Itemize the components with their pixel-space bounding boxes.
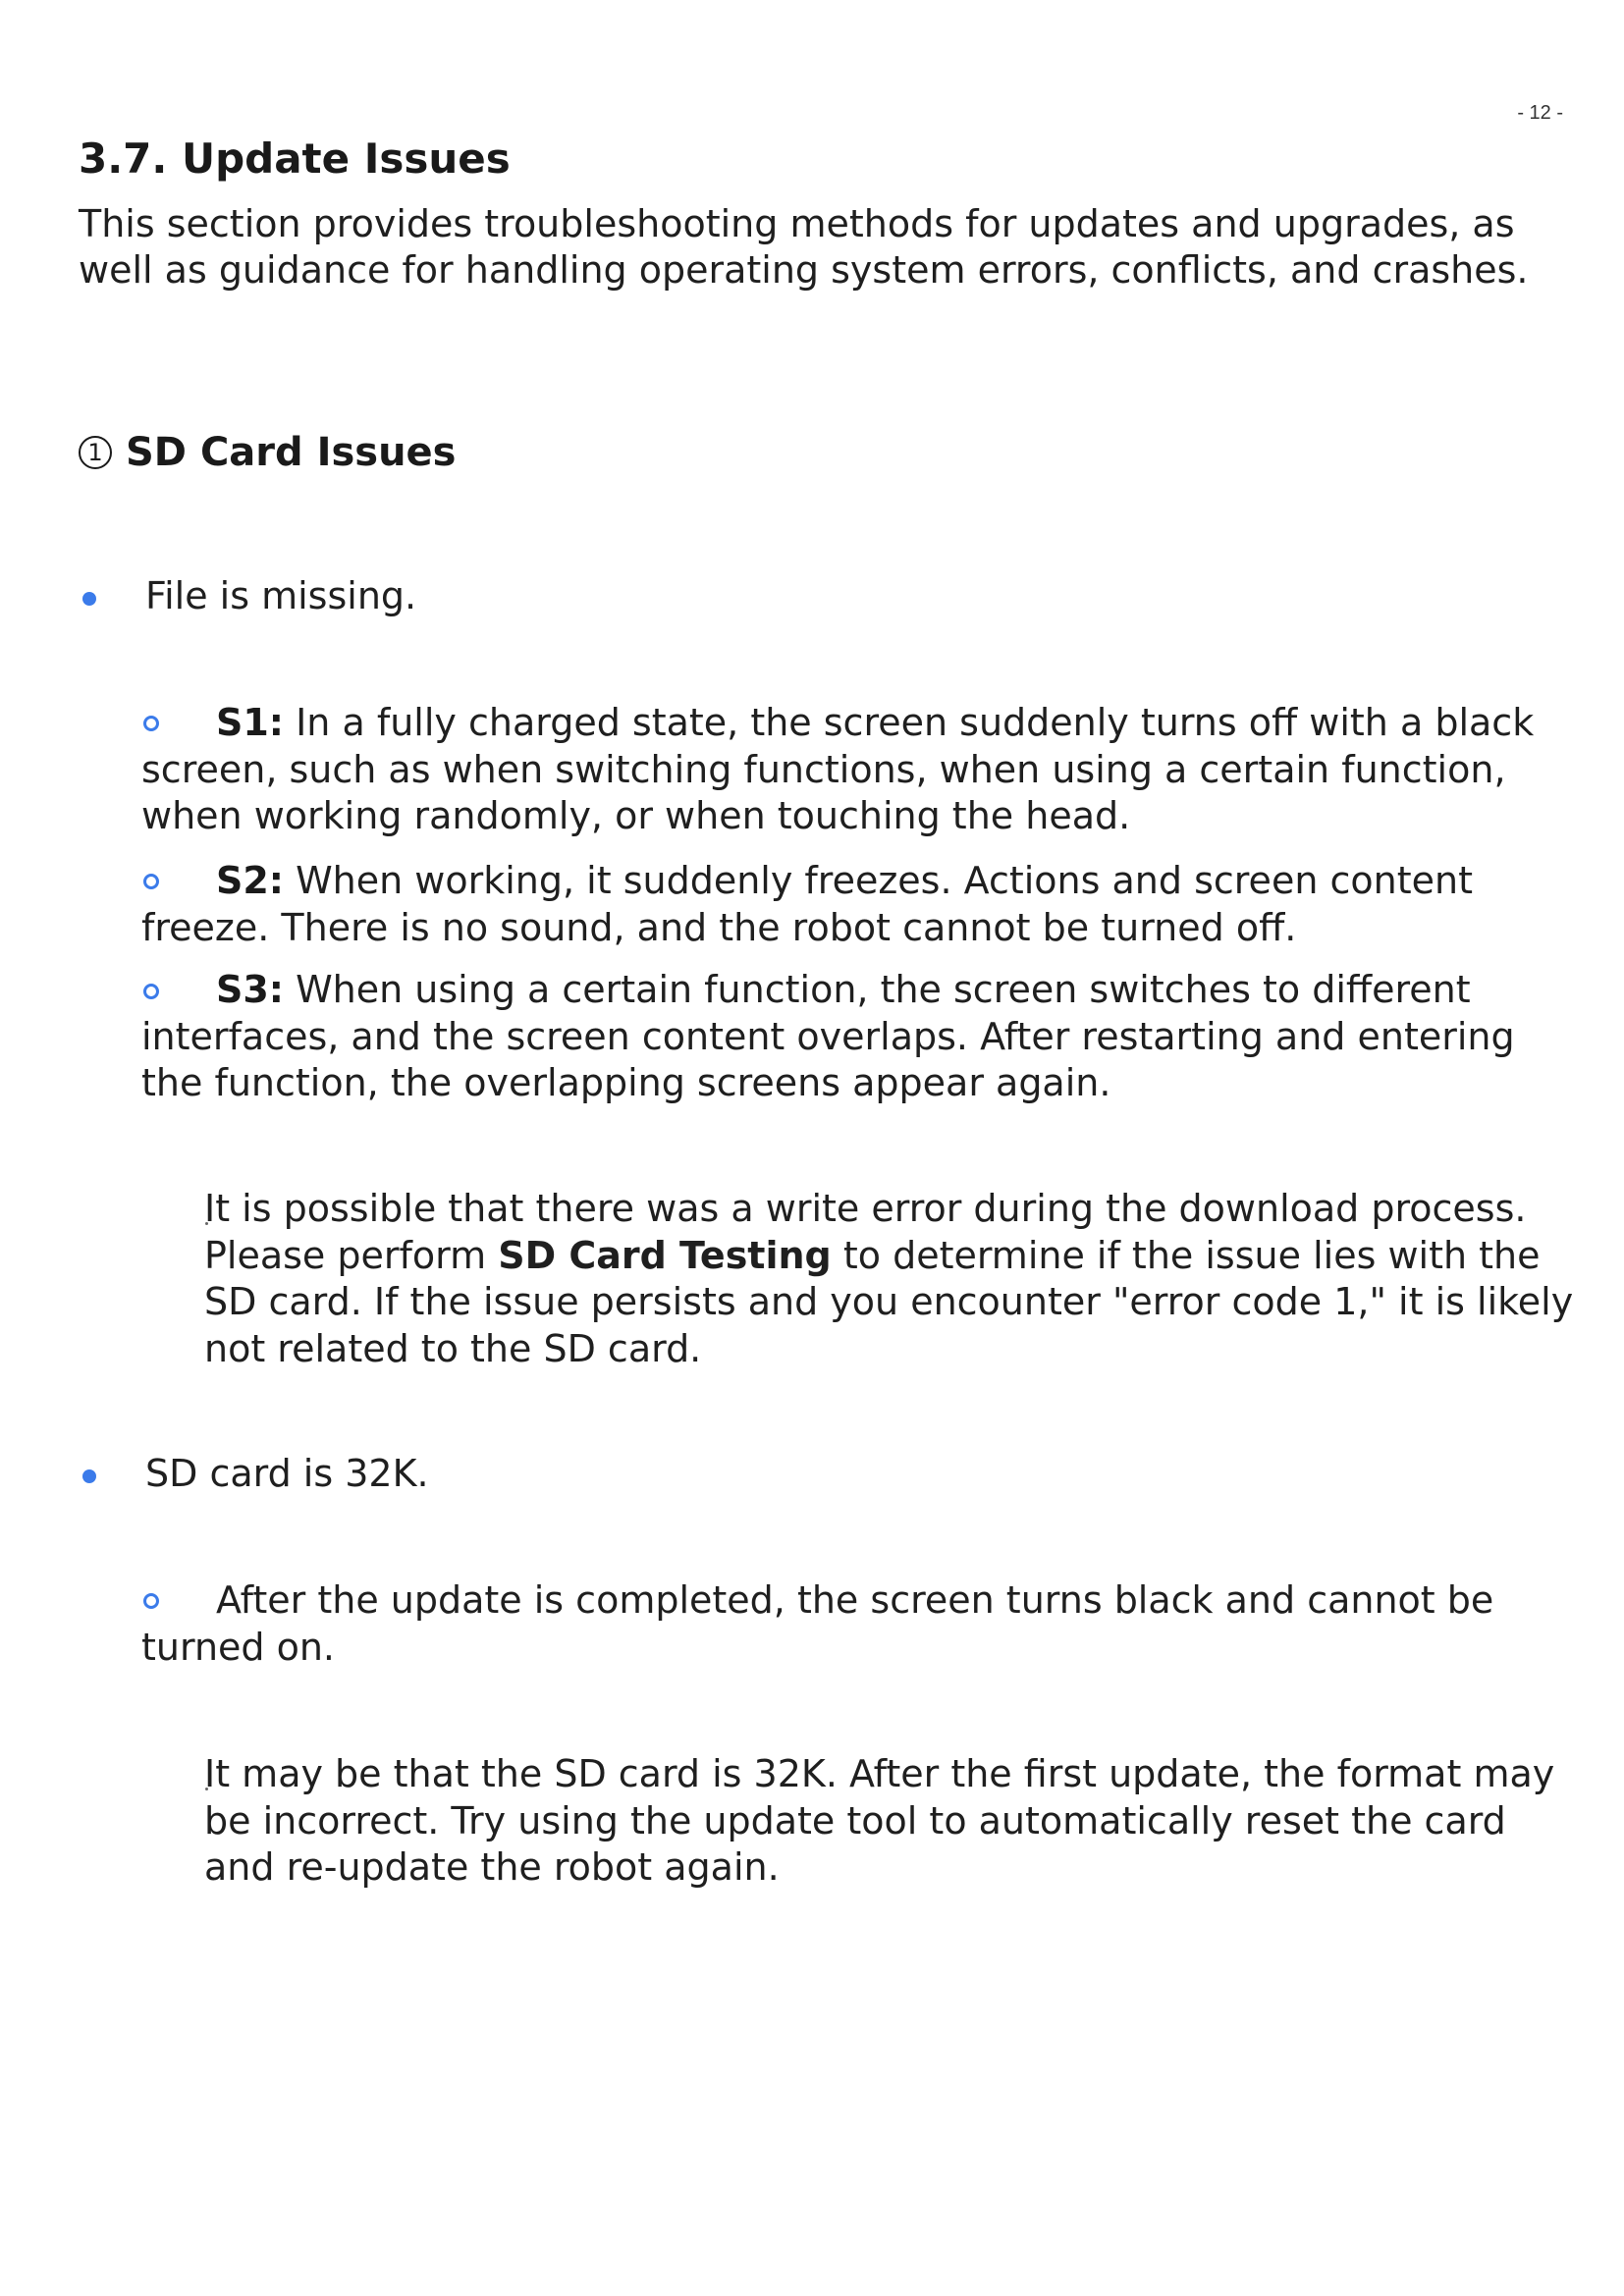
subsection-title-text: SD Card Issues [126, 430, 457, 475]
section-intro: This section provides troubleshooting methods for updates and upgrades, as well as guidance for handling operating system errors, conflicts, and crashes. [79, 202, 1529, 292]
note-file-missing-bold: SD Card Testing [498, 1233, 832, 1277]
bullet-dot-icon [82, 592, 96, 606]
symptom-s3-label: S3: [216, 968, 285, 1011]
symptom-s2 [141, 858, 1555, 951]
circled-number-icon: 1 [79, 436, 112, 469]
symptom-s1 [141, 700, 1555, 840]
note-file-missing-after: to determine if the issue lies with the SD card. If the issue persists and you encounter "error code 1," it is likely not related to the SD card. [204, 1233, 1574, 1370]
symptom-s3-text: When using a certain function, the screen switches to different interfaces, and the screen content overlaps. After restarting and entering the function, the overlapping screens appear again. [141, 968, 1515, 1104]
symptom-s2-label: S2: [216, 859, 285, 902]
symptom-s1-label: S1: [216, 701, 285, 744]
symptom-s1-text: In a fully charged state, the screen suddenly turns off with a black screen, such as when switching functions, when using a certain function, when working randomly, or when touching the head. [141, 701, 1535, 837]
issue-bullet-sd-32k: SD card is 32K. [145, 1452, 429, 1495]
note-sd-32k: It may be that the SD card is 32K. After the first update, the format may be incorrect. Try using the update tool to automatically reset the card and re-update the robot again. [204, 1752, 1555, 1889]
subsection-title [79, 428, 456, 477]
page-number: - 12 - [1517, 102, 1563, 124]
symptom-sd-32k: After the update is completed, the screen turns black and cannot be turned on. [141, 1578, 1494, 1669]
note-file-missing [204, 1186, 1579, 1372]
symptom-s3 [141, 967, 1555, 1107]
issue-bullet-file-missing: File is missing. [145, 574, 417, 617]
note-file-missing-before: It is possible that there was a write error during the download process. Please perform [204, 1187, 1527, 1277]
bullet-dot-icon [82, 1469, 96, 1483]
section-title: 3.7. Update Issues [79, 134, 511, 183]
symptom-s2-text: When working, it suddenly freezes. Actions and screen content freeze. There is no sound, and the robot cannot be turned off. [141, 859, 1473, 949]
